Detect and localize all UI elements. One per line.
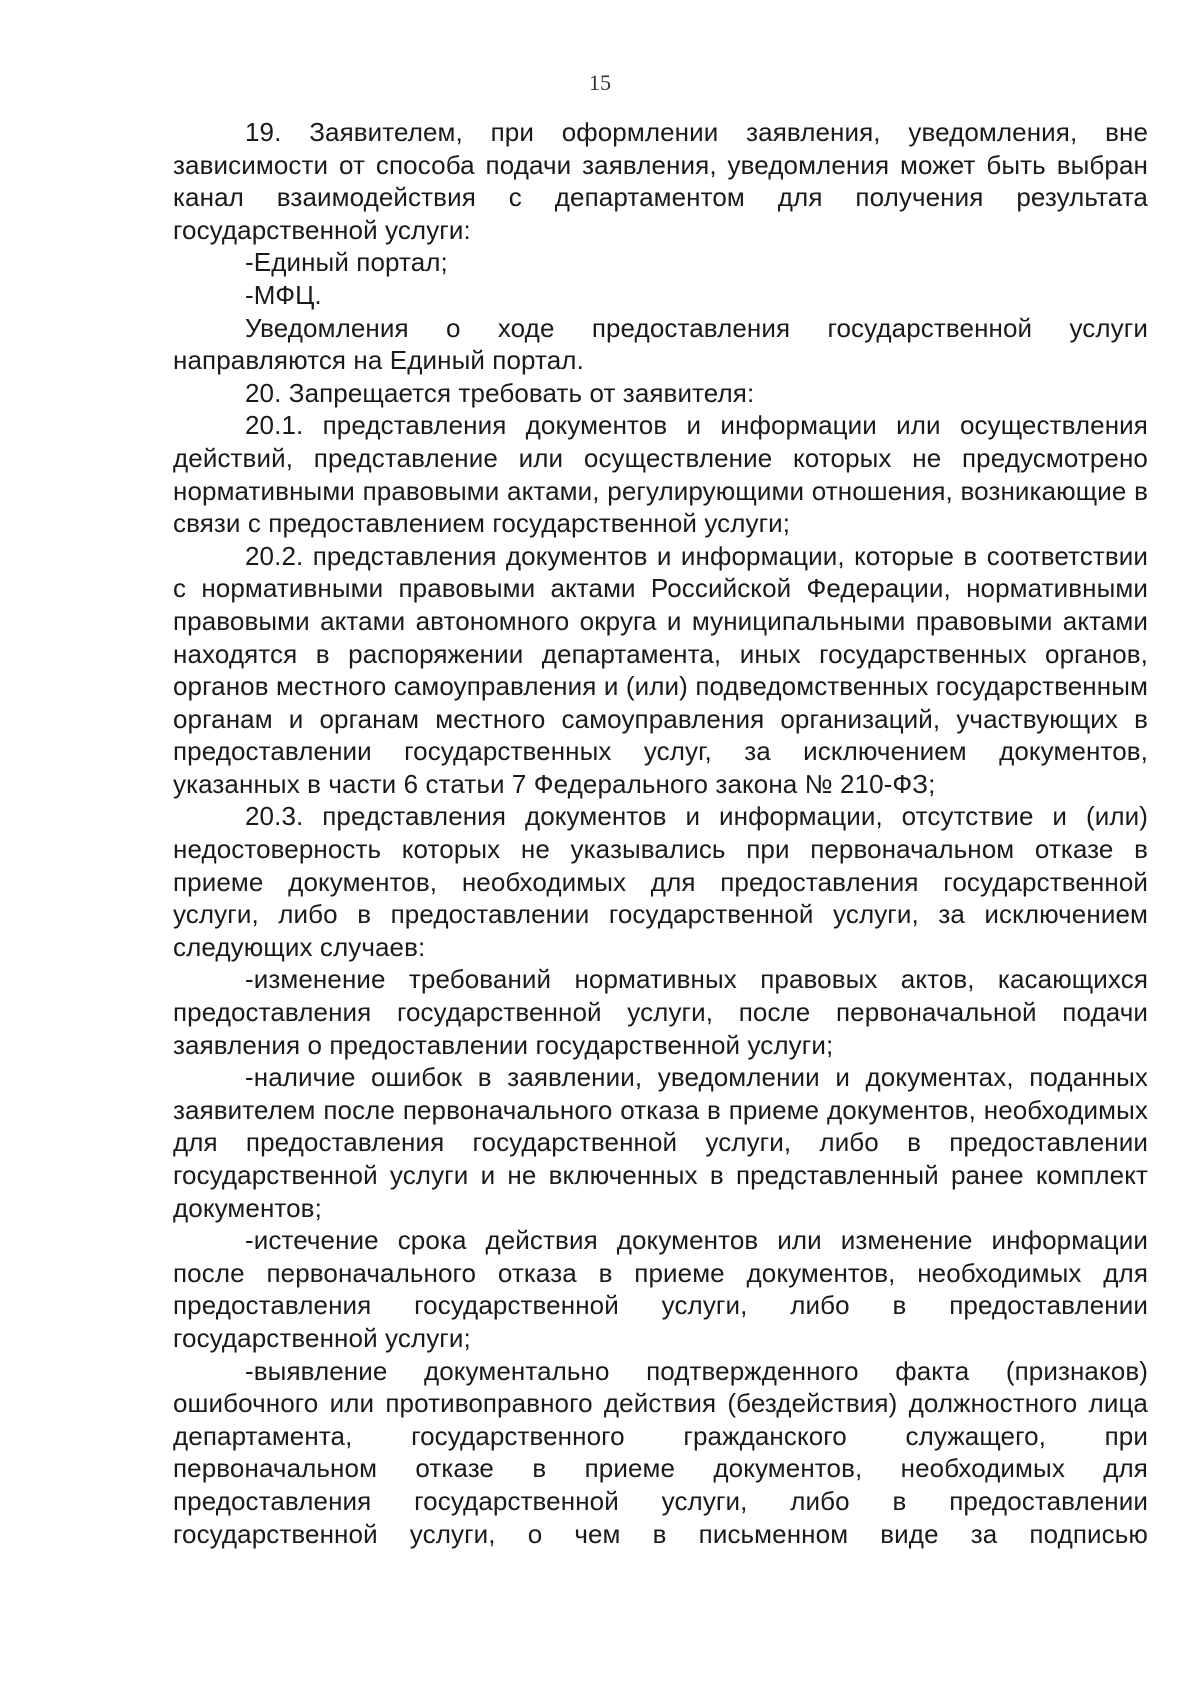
paragraph-20-2: 20.2. представления документов и информации, которые в соответствии с нормативными правовыми актами Российской Федерации, нормативными правовыми актами автономного округа и муниципальными правовыми актами находятся в распоряжении департамента, иных государственных органов, органов местного самоуправления и (или) подведомственных государственным органам и органам местного самоуправления организаций, участвующих в предоставлении государственных услуг, за исключением документов, указанных в части 6 статьи 7 Федерального закона № 210-ФЗ; (173, 540, 1148, 799)
paragraph-20-3: 20.3. представления документов и информации, отсутствие и (или) недостоверность которых не указывались при первоначальном отказе в приеме документов, необходимых для предоставления государственной услуги, либо в предоставлении государственной услуги, за исключением следующих случаев: (173, 801, 1148, 962)
paragraph-20: 20. Запрещается требовать от заявителя: (245, 377, 755, 408)
list-item-violation-identified: -выявление документально подтвержденного факта (признаков) ошибочного или противоправного действия (бездействия) должностного лица департамента, государственного гражданского служащего, при первоначальном отказе в приеме документов, необходимых для предоставления государственной услуги, либо в предоставлении государственной услуги, о чем в письменном виде за подписью (173, 1355, 1148, 1549)
list-item-errors-present: -наличие ошибок в заявлении, уведомлении и документах, поданных заявителем после первоначального отказа в приеме документов, необходимых для предоставления государственной услуги, либо в предоставлении государственной услуги и не включенных в представленный ранее комплект документов; (173, 1062, 1148, 1223)
paragraph-19: 19. Заявителем, при оформлении заявления, уведомления, вне зависимости от способа подачи заявления, уведомления может быть выбран канал взаимодействия с департаментом для получения результата государственной услуги: (173, 117, 1148, 245)
page-number: 15 (589, 70, 611, 95)
list-item-unified-portal: -Единый портал; (245, 247, 448, 278)
paragraph-notifications: Уведомления о ходе предоставления государственной услуги направляются на Единый портал. (173, 312, 1148, 376)
list-item-mfc: -МФЦ. (245, 279, 322, 310)
paragraph-20-1: 20.1. представления документов и информации или осуществления действий, представление или осуществление которых не предусмотрено нормативными правовыми актами, регулирующими отношения, возникающие в связи с предоставлением государственной услуги; (173, 410, 1148, 539)
list-item-documents-expired: -истечение срока действия документов или изменение информации после первоначального отказа в приеме документов, необходимых для предоставления государственной услуги, либо в предоставлении государственной услуги; (173, 1225, 1148, 1353)
list-item-requirements-change: -изменение требований нормативных правовых актов, касающихся предоставления государственной услуги, после первоначальной подачи заявления о предоставлении государственной услуги; (173, 964, 1148, 1060)
document-body (173, 116, 1148, 1550)
